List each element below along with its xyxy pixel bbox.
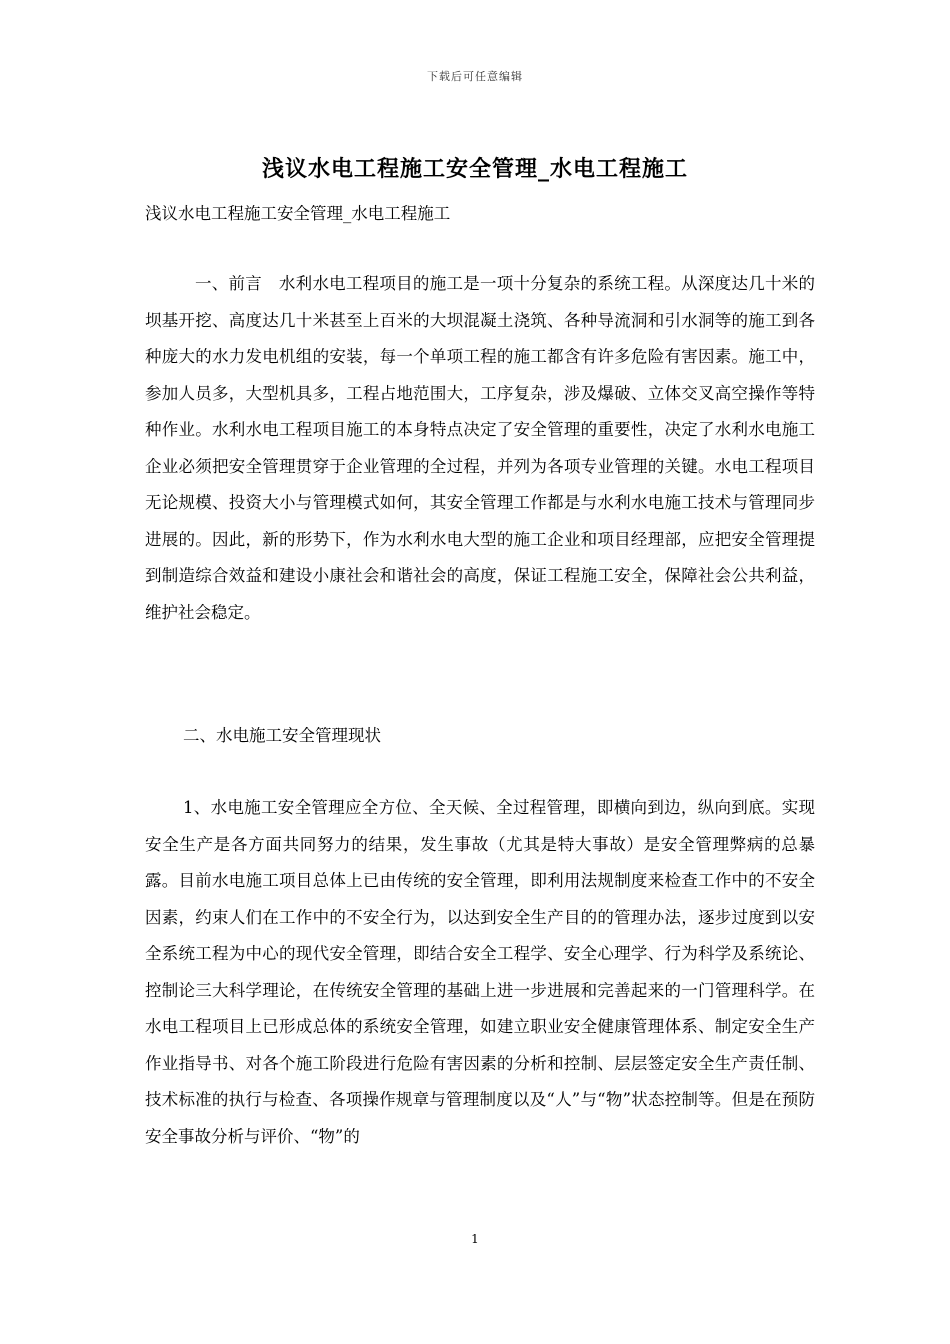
document-subtitle: 浅议水电工程施工安全管理_水电工程施工 — [145, 204, 451, 223]
page-number: 1 — [471, 1232, 479, 1246]
section-heading-status: 二、水电施工安全管理现状 — [183, 726, 381, 745]
paragraph-status-1: 1、水电施工安全管理应全方位、全天候、全过程管理，即横向到边，纵向到底。实现安全生产是各方面共同努力的结果，发生事故（尤其是特大事故）是安全管理弊病的总暴露。目前水电施工项目总体上已由传统的安全管理，即利用法规制度来检查工作中的不安全因素，约束人们在工作中的不安全行为，以达到安全生产目的的管理办法，逐步过度到以安全系统工程为中心的现代安全管理，即结合安全工程学、安全心理学、行为科学及系统论、控制论三大科学理论，在传统安全管理的基础上进一步进展和完善起来的一门管理科学。在水电工程项目上已形成总体的系统安全管理，如建立职业安全健康管理体系、制定安全生产作业指导书、对各个施工阶段进行危险有害因素的分析和控制、层层签定安全生产责任制、技术标准的执行与检查、各项操作规章与管理制度以及“人”与“物”状态控制等。但是在预防安全事故分析与评价、“物”的 — [145, 798, 815, 1146]
page-header-note: 下载后可任意编辑 — [427, 70, 523, 83]
paragraph-introduction: 一、前言 水利水电工程项目的施工是一项十分复杂的系统工程。从深度达几十米的坝基开挖、高度达几十米甚至上百米的大坝混凝土浇筑、各种导流洞和引水洞等的施工到各种庞大的水力发电机组的安装，每一个单项工程的施工都含有许多危险有害因素。施工中，参加人员多，大型机具多，工程占地范围大，工序复杂，涉及爆破、立体交叉高空操作等特种作业。水利水电工程项目施工的本身特点决定了安全管理的重要性，决定了水利水电施工企业必须把安全管理贯穿于企业管理的全过程，并列为各项专业管理的关键。水电工程项目无论规模、投资大小与管理模式如何，其安全管理工作都是与水利水电施工技术与管理同步进展的。因此，新的形势下，作为水利水电大型的施工企业和项目经理部，应把安全管理提到制造综合效益和建设小康社会和谐社会的高度，保证工程施工安全，保障社会公共利益，维护社会稳定。 — [145, 274, 815, 622]
document-title: 浅议水电工程施工安全管理_水电工程施工 — [261, 157, 688, 182]
